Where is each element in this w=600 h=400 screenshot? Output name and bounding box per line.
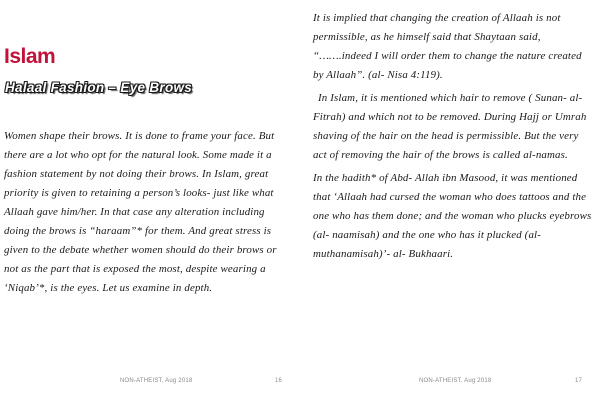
section-title: Islam xyxy=(4,45,56,68)
right-page-number: 17 xyxy=(575,378,583,384)
left-body-paragraph: Women shape their brows. It is done to frame your face. But there are a lot who opt for the natural look. Some made it a fashion statement by not doing their brows. In Islam, great priority is given to retaining a person’s looks- just like what Allaah gave him/her. In that case any alteration including doing the brows is “haraam”* for them. And great stress is given to the debate whether women should do their brows or not as the part that is exposed the most, despite wearing a ‘Niqab’*, is the eyes. Let us examine in depth. xyxy=(4,130,277,294)
right-page xyxy=(300,0,600,400)
right-footer-publication: NON-ATHEIST, Aug 2018 xyxy=(419,378,492,384)
right-paragraph-3: In the hadith* of Abd- Allah ibn Masood, it was mentioned that ‘Allaah had cursed the woman who does tattoos and the one who has them done; and the woman who plucks eyebrows (al- naamisah) and the one who has it plucked (al- muthanamisah)’- al- Bukhaari. xyxy=(313,172,592,260)
left-page-number: 16 xyxy=(275,378,283,384)
left-footer-publication: NON-ATHEIST, Aug 2018 xyxy=(120,378,193,384)
right-paragraph-1: It is implied that changing the creation of Allaah is not permissible, as he himself said that Shaytaan said, “…….indeed I will order them to change the nature created by Allaah”. (al- Nisa 4:119). xyxy=(313,12,582,81)
right-body xyxy=(313,9,595,268)
right-paragraph-2: In Islam, it is mentioned which hair to remove ( Sunan- al- Fitrah) and which not to be removed. During Hajj or Umrah shaving of the hair on the head is permissible. But the very act of removing the hair of the brows is called al-namas. xyxy=(313,92,587,161)
article-title: Halaal Fashion – Eye Brows xyxy=(5,80,193,95)
